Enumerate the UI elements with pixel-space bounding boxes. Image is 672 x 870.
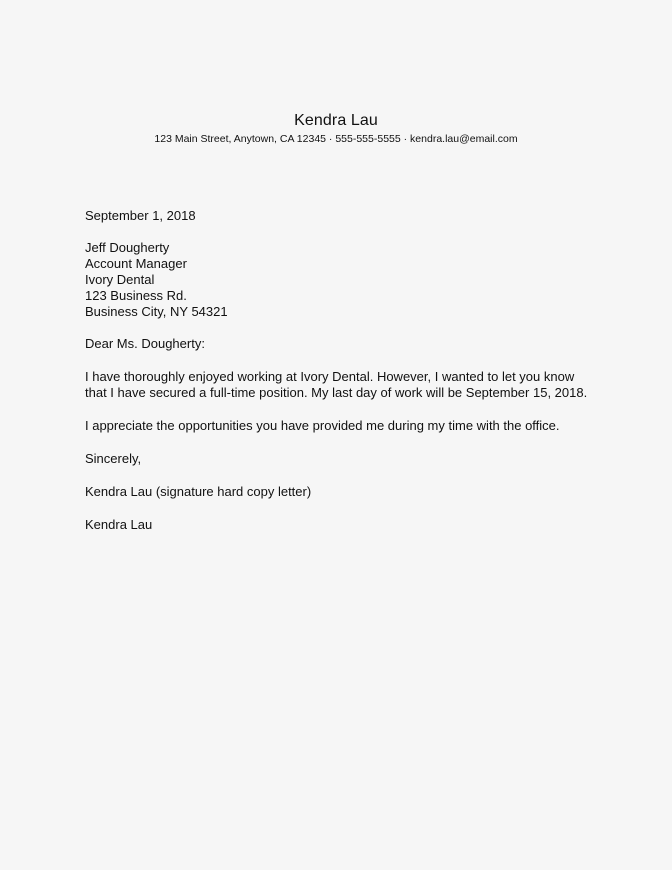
letter-date: September 1, 2018 — [85, 208, 196, 223]
recipient-name: Jeff Dougherty — [85, 240, 170, 255]
recipient-street: 123 Business Rd. — [85, 288, 187, 303]
typed-name: Kendra Lau — [85, 517, 153, 532]
closing: Sincerely, — [85, 451, 142, 466]
sender-name: Kendra Lau — [294, 112, 378, 129]
letterhead — [0, 111, 672, 146]
letter-body — [85, 208, 595, 550]
signature-note: Kendra Lau (signature hard copy letter) — [85, 484, 312, 499]
salutation: Dear Ms. Dougherty: — [85, 336, 205, 351]
recipient-city: Business City, NY 54321 — [85, 304, 228, 319]
body-paragraph-1: I have thoroughly enjoyed working at Ivory Dental. However, I wanted to let you know that I have secured a full-time position. My last day of work will be September 15, 2018. — [85, 369, 588, 400]
recipient-title: Account Manager — [85, 256, 187, 271]
sender-contact: 123 Main Street, Anytown, CA 12345 · 555-555-5555 · kendra.lau@email.com — [154, 133, 518, 145]
recipient-address — [85, 240, 595, 320]
recipient-company: Ivory Dental — [85, 272, 155, 287]
body-paragraph-2: I appreciate the opportunities you have provided me during my time with the office. — [85, 418, 560, 433]
